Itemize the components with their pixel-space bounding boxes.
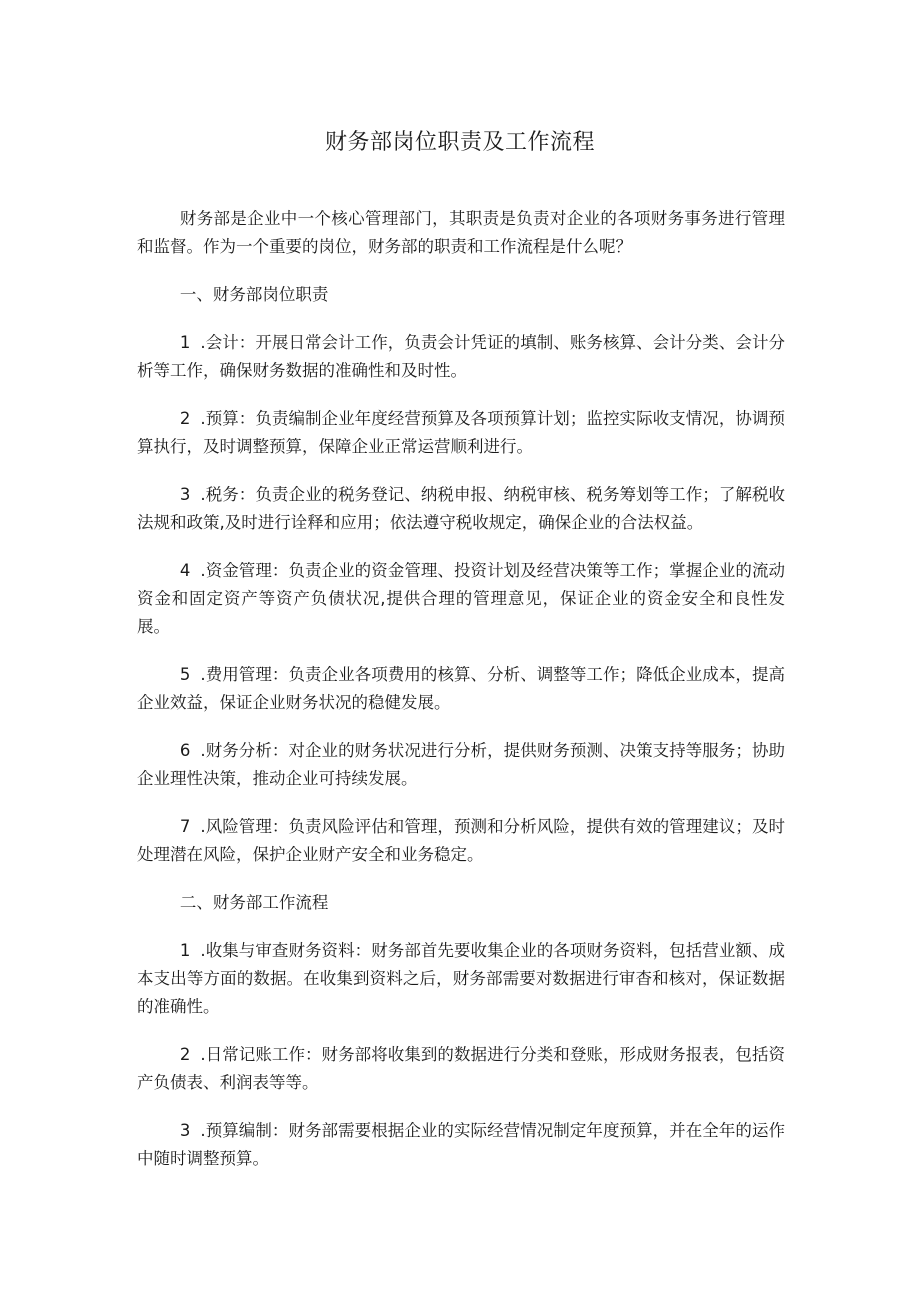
item-text: .会计：开展日常会计工作，负责会计凭证的填制、账务核算、会计分类、会计分析等工作，确保财务数据的准确性和及时性。 xyxy=(137,333,785,380)
workflow-item xyxy=(137,1117,785,1173)
item-text: .税务：负责企业的税务登记、纳税申报、纳税审核、税务筹划等工作；了解税收法规和政策,及时进行诠释和应用；依法遵守税收规定，确保企业的合法权益。 xyxy=(137,485,785,532)
item-text: .资金管理：负责企业的资金管理、投资计划及经营决策等工作；掌握企业的流动资金和固定资产等资产负债状况,提供合理的管理意见，保证企业的资金安全和良性发展。 xyxy=(137,561,785,636)
item-number: 4 xyxy=(179,561,191,580)
item-number: 1 xyxy=(179,333,191,352)
workflow-item xyxy=(137,937,785,1021)
item-number: 3 xyxy=(179,1121,191,1140)
duty-item xyxy=(137,737,785,793)
item-text: .费用管理：负责企业各项费用的核算、分析、调整等工作；降低企业成本，提高企业效益，保证企业财务状况的稳健发展。 xyxy=(137,665,785,712)
item-text: .日常记账工作：财务部将收集到的数据进行分类和登账，形成财务报表，包括资产负债表、利润表等等。 xyxy=(137,1045,785,1092)
item-number: 2 xyxy=(179,409,191,428)
section-heading-workflow: 二、财务部工作流程 xyxy=(179,893,329,912)
workflow-item xyxy=(137,1041,785,1097)
item-number: 1 xyxy=(179,941,191,960)
item-text: .风险管理：负责风险评估和管理，预测和分析风险，提供有效的管理建议；及时处理潜在风险，保护企业财产安全和业务稳定。 xyxy=(137,817,785,864)
duty-item xyxy=(137,813,785,869)
duty-item xyxy=(137,481,785,537)
item-number: 3 xyxy=(179,485,191,504)
item-number: 2 xyxy=(179,1045,191,1064)
intro-paragraph: 财务部是企业中一个核心管理部门，其职责是负责对企业的各项财务事务进行管理和监督。作为一个重要的岗位，财务部的职责和工作流程是什么呢？ xyxy=(137,209,785,256)
duty-item xyxy=(137,405,785,461)
item-text: .财务分析：对企业的财务状况进行分析，提供财务预测、决策支持等服务；协助企业理性决策，推动企业可持续发展。 xyxy=(137,741,785,788)
duty-item xyxy=(137,661,785,717)
item-number: 6 xyxy=(179,741,191,760)
duty-item xyxy=(137,329,785,385)
document-title: 财务部岗位职责及工作流程 xyxy=(324,130,595,155)
item-number: 5 xyxy=(179,665,191,684)
duty-item xyxy=(137,557,785,641)
item-text: .预算编制：财务部需要根据企业的实际经营情况制定年度预算，并在全年的运作中随时调整预算。 xyxy=(137,1121,785,1168)
item-number: 7 xyxy=(179,817,191,836)
section-heading-duties: 一、财务部岗位职责 xyxy=(179,285,329,304)
item-text: .收集与审查财务资料：财务部首先要收集企业的各项财务资料，包括营业额、成本支出等方面的数据。在收集到资料之后，财务部需要对数据进行审杳和核对，保证数据的准确性。 xyxy=(137,941,785,1016)
item-text: .预算：负责编制企业年度经营预算及各项预算计划；监控实际收支情况，协调预算执行，及时调整预算，保障企业正常运营顺利进行。 xyxy=(137,409,785,456)
document-body xyxy=(137,205,785,1193)
